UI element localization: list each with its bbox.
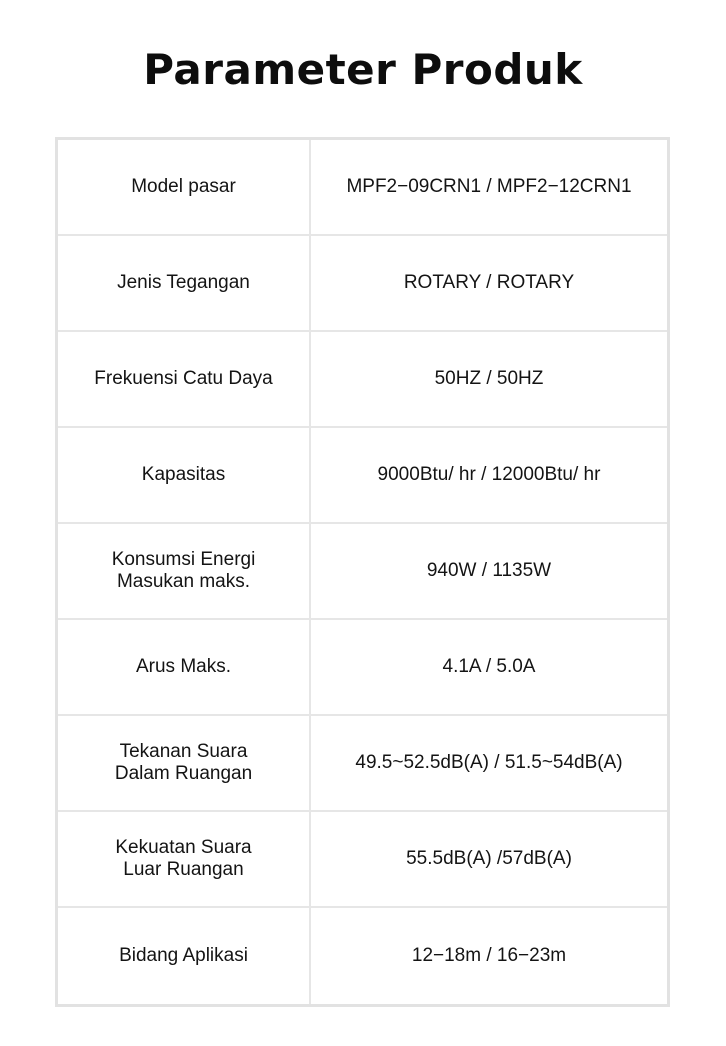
spec-label-frequency: Frekuensi Catu Daya	[58, 332, 311, 428]
spec-value-frequency: 50HZ / 50HZ	[311, 332, 667, 428]
spec-label-max-power: Konsumsi Energi Masukan maks.	[58, 524, 311, 620]
spec-label-model: Model pasar	[58, 140, 311, 236]
spec-label-application-area: Bidang Aplikasi	[58, 908, 311, 1004]
spec-label-max-current: Arus Maks.	[58, 620, 311, 716]
page-title: Parameter Produk	[143, 45, 583, 95]
spec-value-capacity: 9000Btu/ hr / 12000Btu/ hr	[311, 428, 667, 524]
spec-value-model: MPF2−09CRN1 / MPF2−12CRN1	[311, 140, 667, 236]
spec-label-voltage-type: Jenis Tegangan	[58, 236, 311, 332]
spec-value-max-power: 940W / 1135W	[311, 524, 667, 620]
spec-value-voltage-type: ROTARY / ROTARY	[311, 236, 667, 332]
spec-value-application-area: 12−18m / 16−23m	[411, 945, 567, 966]
spec-label-outdoor-noise: Kekuatan Suara Luar Ruangan	[58, 812, 311, 908]
spec-table	[55, 137, 670, 1007]
spec-value-outdoor-noise: 55.5dB(A) /57dB(A)	[311, 812, 667, 908]
spec-label-capacity: Kapasitas	[58, 428, 311, 524]
spec-value-indoor-noise: 49.5~52.5dB(A) / 51.5~54dB(A)	[311, 716, 667, 812]
spec-label-indoor-noise: Tekanan Suara Dalam Ruangan	[58, 716, 311, 812]
spec-value-max-current: 4.1A / 5.0A	[311, 620, 667, 716]
